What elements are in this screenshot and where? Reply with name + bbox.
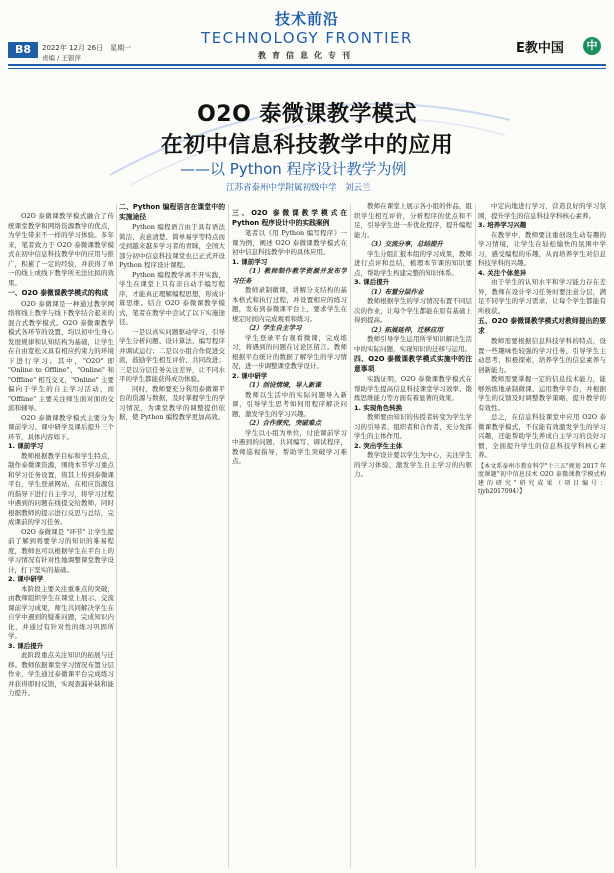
section-heading: 三、O2O 泰微课教学模式在 Python 程序设计中的实践案例	[232, 209, 347, 227]
subsection-heading: 4. 关注个体差异	[478, 268, 527, 277]
paragraph: 本阶段主要关注重难点的突破，由教师组织学生在课堂上展示、交流课前学习成果，师生共同解决学生在自学中遇到的疑难问题，完成知识内化，并通过有针对性的练习巩固所学。	[8, 584, 114, 640]
paragraph: 教师引导学生运用所学知识解决生活中的实际问题，实现知识的迁移与运用。	[354, 335, 472, 353]
step-heading: （1）教师制作教学资源并发布学习任务	[232, 267, 347, 285]
paragraph: 教师根据学生的学习情况布置不同层次的作业，让每个学生都能在原有基础上得到提高。	[354, 297, 472, 324]
paragraph: O2O 泰微课教学模式融合了传统课堂教学和网络资源教学的优点，为学生带来不一样的学习体验。多年来，笔者致力于 O2O 泰微课教学模式在初中信息科技教学中的应用与推广，积累了一定的经验，并获得了单一的线上或线下教学所无法比拟的效果。	[8, 212, 114, 287]
paragraph: Python 编程教学离不开实践，学生在课堂上只有亲自动手编写程序，才能真正理解编程思想，形成计算思维。结合 O2O 泰微课教学模式，笔者在教学中尝试了以下实施途径。	[119, 270, 225, 326]
paragraph: Python 编程语言由于具有语法简洁、表意清楚、简单易学等特点而受到越来越多学习者的青睐，全国大部分初中信息科技课堂也已正式开设 Python 程序设计课程。	[119, 223, 225, 269]
section-subtitle: 教育信息化专刊	[258, 51, 356, 60]
section-heading: 五、O2O 泰微课教学模式对教师提出的要求	[478, 317, 606, 335]
masthead-rule	[8, 64, 606, 66]
paragraph: 学生以小组为单位，讨论课前学习中遇到的问题，共同编写、调试程序，教师巡视指导，帮助学生突破学习难点。	[232, 428, 347, 465]
paragraph: 实践证明，O2O 泰微课教学模式在帮助学生提高信息科技课堂学习效率、锻炼思维能力等方面有着显著的效果。	[354, 375, 472, 402]
step-heading: （1）创设情境，导入新课	[245, 381, 322, 389]
section-heading: 四、O2O 泰微课教学模式实施中的注意事项	[354, 355, 472, 373]
step-heading: （3）交流分享，总结提升	[367, 240, 444, 248]
paragraph: 教师以生活中的实际问题导入新课，引导学生思考如何用程序解决问题，激发学生的学习兴趣。	[232, 390, 347, 418]
subsection-heading: 1. 课前学习	[8, 442, 44, 450]
paragraph: 此阶段重点关注知识的拓展与迁移。教师依据课堂学习情况布置分层作业，学生通过泰微课平台完成练习并获得即时反馈，实现查漏补缺和能力提升。	[8, 651, 114, 697]
paragraph: 同时，教师要充分利用泰微课平台的资源与数据，及时掌握学生的学习情况，为课堂教学的调整提供依据，使 Python 编程教学更加高效。	[119, 384, 225, 421]
paragraph: 由于学生的认知水平和学习能力存在差异，教师在设计学习任务时要注意分层，满足不同学生的学习需求，让每个学生都能有所收获。	[478, 278, 606, 315]
section-heading: 一、O2O 泰微课教学模式的构成	[8, 289, 109, 297]
article-title-line-2: 在初中信息科技教学中的应用	[160, 133, 454, 158]
paragraph: O2O 泰微课是 "环节" 让学生提前了解到将要学习的知识的难易程度，教师也可以根据学生在平台上的学习情况有针对性地调整课堂教学设计，打下坚实的基础。	[8, 527, 114, 574]
paragraph: 一是以真实问题驱动学习，引导学生分析问题、设计算法、编写程序并调试运行；二是以小组合作促进交流，鼓励学生相互评价、共同改进；三是以分层任务关注差异，让不同水平的学生都能获得成功体验。	[119, 327, 225, 383]
subsection-heading: 3. 课后提升	[8, 641, 44, 650]
section-title-en: TECHNOLOGY FRONTIER	[201, 29, 413, 47]
editor-line: 责编 / 王银萍	[42, 54, 81, 62]
subsection-heading: 2. 课中研学	[8, 575, 44, 583]
column-divider	[475, 204, 476, 868]
paragraph: 总之，在信息科技课堂中应用 O2O 泰微课教学模式，不仅能有效激发学生的学习兴趣，还能帮助学生养成自主学习的良好习惯，全面提升学生的信息科技学科核心素养。	[478, 413, 606, 459]
paragraph: 教师要由知识的传授者转变为学生学习的引导者、组织者和合作者，充分发挥学生的主体作用。	[354, 413, 472, 440]
paragraph: 教师录制微课，讲解分支结构的基本格式和执行过程，并设置相应的练习题，发布到泰微课平台上，要求学生在规定时间内完成观看和练习。	[232, 286, 347, 323]
article-column-2	[119, 202, 225, 868]
column-divider	[116, 204, 117, 868]
article-subtitle: ——以 Python 程序设计教学为例	[180, 160, 407, 178]
paragraph: 学生登录平台观看微课，完成练习，将遇到的问题在讨论区留言。教师根据平台统计的数据了解学生的学习情况，进一步调整课堂教学设计。	[232, 333, 347, 370]
masthead-rule-thin	[8, 68, 606, 69]
step-heading: （2）拓展延伸，迁移应用	[367, 325, 444, 334]
subsection-heading: 1. 实现角色转换	[354, 403, 403, 412]
article-column-1	[8, 212, 114, 868]
brand-mark-icon: 中	[583, 37, 601, 55]
article-column-3	[232, 208, 347, 868]
article-title-line-1: O2O 泰微课教学模式	[197, 102, 417, 127]
paragraph: 教学设计要以学生为中心，关注学生的学习体验，激发学生自主学习的内驱力。	[354, 451, 472, 478]
step-heading: （2）合作探究，突破难点	[245, 419, 322, 427]
brand-logo: E教中国	[516, 41, 564, 56]
subsection-heading: 3. 课后提升	[354, 278, 390, 286]
paragraph: 教师根据教学目标和学生特点，制作泰微课资源，围绕本节学习重点和学习任务设置，将其上传到泰微课平台，学生登录网站，在相应资源包的指导下进行自主学习，将学习过程中遇到的问题在线提交给教师，同时根据教师的提示进行反思与总结，完成课前的学习任务。	[8, 451, 114, 526]
date-line: 2022年 12月 26日 星期一	[42, 44, 132, 52]
section-title-cn: 技术前沿	[274, 10, 339, 28]
paragraph: 笔者以《用 Python 编写程序》一课为例，阐述 O2O 泰微课教学模式在初中信息科技教学中的具体应用。	[232, 229, 347, 256]
footnote: 【本文系泰州市教育科学"十三五"规划 2017 年度课题"初中信息技术 O2O 泰微课教学模式构建的研究"研究成果（项目编号：tjyb2017094）】	[478, 462, 606, 496]
column-divider	[350, 204, 351, 868]
article-column-5	[478, 202, 606, 868]
subsection-heading: 2. 突出学生主体	[354, 441, 403, 450]
page-number: B8	[8, 42, 38, 58]
paragraph: 教师在课堂上展示各小组的作品，组织学生相互评价，分析程序的优点和不足，引导学生进一步优化程序，提升编程能力。	[354, 202, 472, 239]
paragraph: 在教学中，教师要注重创设生动有趣的学习情境，让学生在轻松愉快的氛围中学习，感受编程的乐趣，从而培养学生对信息科技学科的兴趣。	[478, 230, 606, 267]
subsection-heading: 3. 培养学习兴趣	[478, 221, 527, 229]
article-byline: 江苏省泰州中学附属初级中学 刘云兰	[226, 183, 371, 193]
subsection-heading: 2. 课中研学	[232, 371, 268, 380]
step-heading: （1）布置分层作业	[367, 287, 424, 296]
article-column-4	[354, 202, 472, 868]
section-heading: 二、Python 编程语言在课堂中的实施途径	[119, 203, 225, 221]
paragraph: 教师需要根据信息科技学科的特点，设置一些趣味性较强的学习任务，引导学生主动思考、积极探索，培养学生的信息素养与创新能力。	[478, 337, 606, 374]
column-divider	[228, 204, 229, 868]
subsection-heading: 1. 课前学习	[232, 257, 268, 266]
paragraph: 中定向地进行学习，营造良好的学习氛围，提升学生的信息科技学科核心素养。	[478, 202, 606, 220]
paragraph: O2O 泰微课是一种通过教学网络将线上教学与线下教学结合起来的混合式教学模式。O2O 泰微课教学模式各环节的设置，均以初中生身心发展规律和认知结构为基础，让学生在自由宽松又具有相应约束力的环境下进行学习。其中，"O2O" 即 "Online to Offline"、"Online" 和 "Offline" 相互交叉，"Online" 主要偏向于学生的自主学习活动，而 "Offline" 主要关注师生面对面的交流和辅导。	[8, 299, 114, 412]
paragraph: 教师需要掌握一定的信息技术能力，能够熟练地录制微课、运用教学平台，并根据学生的反馈及时调整教学策略，提升教学的有效性。	[478, 375, 606, 412]
step-heading: （2）学生自主学习	[245, 324, 302, 332]
paragraph: 学生分组汇报本组的学习成果，教师进行点评和总结，梳理本节课的知识要点，帮助学生构建完整的知识体系。	[354, 249, 472, 277]
paragraph: O2O 泰微课教学模式主要分为课前学习、课中研学及课后提升三个环节，具体内容如下。	[8, 413, 114, 441]
